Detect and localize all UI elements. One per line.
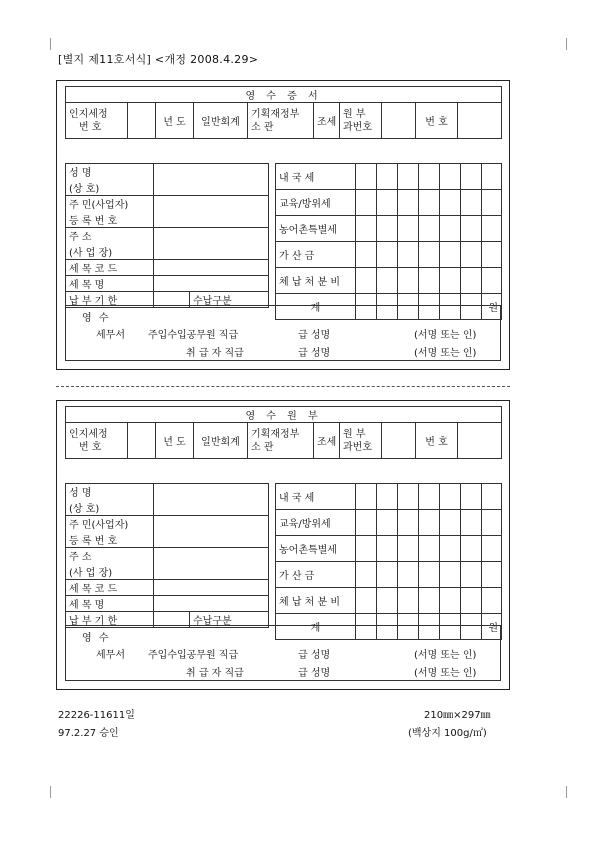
amount-cell[interactable] [482,268,502,294]
tax-code-label: 세 목 코 드 [66,580,154,596]
penalty-label: 가 산 금 [276,242,356,268]
origin-value[interactable] [382,423,416,459]
handler-label: 취 급 자 직급 [186,348,244,359]
addr-label: 주 소 [66,548,154,564]
number-value[interactable] [458,103,502,139]
year-label: 년 도 [156,423,194,459]
amount-cell[interactable] [482,190,502,216]
amount-cell[interactable] [461,588,482,614]
amount-cell[interactable] [461,268,482,294]
amount-cell[interactable] [461,484,482,510]
general-account-label: 일반회계 [194,423,248,459]
paper-size: 210㎜×297㎜ [424,710,491,721]
amount-cell[interactable] [398,190,419,216]
collector-label: 주입수입공무원 직급 [148,650,239,661]
addr-label-2: (사 업 장) [66,244,154,260]
amount-cell[interactable] [398,268,419,294]
top-info-table [65,86,502,139]
amount-cell[interactable] [440,242,461,268]
stamp-tax-value[interactable] [128,103,156,139]
receipt-box [65,305,501,361]
amount-cell[interactable] [440,164,461,190]
total-label: 계 [276,614,356,640]
amount-cell[interactable] [398,562,419,588]
addr-value[interactable] [154,548,269,580]
number-label: 번 호 [416,103,458,139]
amount-cell[interactable] [440,588,461,614]
name-label-2: (상 호) [66,180,154,196]
stamp-tax-label: 인지세정 번 호 [66,103,128,139]
amount-cell[interactable] [377,164,398,190]
form-card-2 [56,400,510,690]
total-label: 계 [276,294,356,320]
amount-cell[interactable] [440,536,461,562]
id-label: 주 민(사업자) [66,516,154,532]
amount-cell[interactable] [356,484,377,510]
amount-cell[interactable] [377,190,398,216]
paper-type: (백상지 100g/㎡) [408,728,487,739]
name-value[interactable] [154,164,269,196]
amount-cell[interactable] [440,190,461,216]
form-code: 22226-11611일 [58,710,135,721]
due-label: 납 부 기 한 [66,292,154,308]
collector-label: 주입수입공무원 직급 [148,330,239,341]
handler-sign-label: 급 성명 [298,348,331,359]
collector-sign-mark: (서명 또는 인) [414,650,477,661]
amount-cell[interactable] [356,268,377,294]
pay-type-label: 수납구분 [190,612,269,628]
amount-cell[interactable] [356,562,377,588]
won-label: 원 [482,614,502,640]
amount-cell[interactable] [482,562,502,588]
office-label: 세무서 [96,650,125,661]
amount-cell[interactable] [398,164,419,190]
amount-cell[interactable] [461,536,482,562]
amount-cell[interactable] [461,190,482,216]
amount-cell[interactable] [377,242,398,268]
tax-code-value[interactable] [154,260,269,276]
amount-cell[interactable] [419,242,440,268]
handler-label: 취 급 자 직급 [186,668,244,679]
amount-cell[interactable] [356,190,377,216]
tax-item-value[interactable] [154,276,269,292]
stamp-tax-label: 인지세정 번 호 [66,423,128,459]
origin-label: 원 부 과번호 [340,423,382,459]
fin-dept-label: 기획재정부 소 관 [248,103,314,139]
addr-value[interactable] [154,228,269,260]
pay-type-label: 수납구분 [190,292,269,308]
amount-cell[interactable] [482,588,502,614]
arrears-label: 체 납 처 분 비 [276,588,356,614]
education-label: 교육/방위세 [276,510,356,536]
number-value[interactable] [458,423,502,459]
tax-label: 조세 [314,103,340,139]
collector-sign-label: 급 성명 [298,650,331,661]
amount-cell[interactable] [377,536,398,562]
rural-label: 농어촌특별세 [276,216,356,242]
tax-item-label: 세 목 명 [66,596,154,612]
form-card-1 [56,80,510,370]
amount-cell[interactable] [419,588,440,614]
fin-dept-label: 기획재정부 소 관 [248,423,314,459]
amount-cell[interactable] [398,216,419,242]
cut-line [56,386,510,387]
amount-cell[interactable] [356,510,377,536]
amount-cell[interactable] [377,510,398,536]
form-title: 영 수 증 서 [66,87,502,103]
amount-cell[interactable] [482,164,502,190]
receipt-label: 영 수 [82,313,111,324]
amount-cell[interactable] [356,164,377,190]
form-header: [별지 제11호서식] <개정 2008.4.29> [58,53,259,66]
amount-cell[interactable] [398,510,419,536]
amount-cell[interactable] [440,484,461,510]
amount-cell[interactable] [419,562,440,588]
amount-cell[interactable] [482,484,502,510]
tax-item-value[interactable] [154,596,269,612]
amount-cell[interactable] [377,484,398,510]
year-label: 년 도 [156,103,194,139]
top-info-table [65,406,502,459]
amount-cell[interactable] [482,510,502,536]
penalty-label: 가 산 금 [276,562,356,588]
amount-cell[interactable] [419,510,440,536]
won-label: 원 [482,294,502,320]
amount-table [275,163,502,320]
amount-cell[interactable] [356,242,377,268]
amount-cell[interactable] [461,562,482,588]
amount-cell[interactable] [398,536,419,562]
amount-cell[interactable] [398,242,419,268]
name-label: 성 명 [66,164,154,180]
tax-code-label: 세 목 코 드 [66,260,154,276]
addr-label: 주 소 [66,228,154,244]
due-label: 납 부 기 한 [66,612,154,628]
amount-cell[interactable] [356,216,377,242]
id-label-2: 등 록 번 호 [66,532,154,548]
name-value[interactable] [154,484,269,516]
number-label: 번 호 [416,423,458,459]
amount-cell[interactable] [419,536,440,562]
collector-sign-label: 급 성명 [298,330,331,341]
amount-cell[interactable] [461,216,482,242]
amount-cell[interactable] [398,484,419,510]
amount-cell[interactable] [482,242,502,268]
origin-label: 원 부 과번호 [340,103,382,139]
amount-cell[interactable] [461,164,482,190]
name-label: 성 명 [66,484,154,500]
amount-cell[interactable] [419,484,440,510]
amount-cell[interactable] [440,562,461,588]
addr-label-2: (사 업 장) [66,564,154,580]
amount-cell[interactable] [440,510,461,536]
general-account-label: 일반회계 [194,103,248,139]
domestic-label: 내 국 세 [276,164,356,190]
rural-label: 농어촌특별세 [276,536,356,562]
handler-sign-mark: (서명 또는 인) [414,668,477,679]
tax-item-label: 세 목 명 [66,276,154,292]
taxpayer-table [65,483,269,628]
id-value[interactable] [154,516,269,548]
amount-cell[interactable] [482,536,502,562]
id-label-2: 등 록 번 호 [66,212,154,228]
name-label-2: (상 호) [66,500,154,516]
handler-sign-mark: (서명 또는 인) [414,348,477,359]
amount-cell[interactable] [419,216,440,242]
amount-cell[interactable] [440,268,461,294]
amount-cell[interactable] [419,190,440,216]
amount-cell[interactable] [377,216,398,242]
form-title: 영 수 원 부 [66,407,502,423]
office-label: 세무서 [96,330,125,341]
education-label: 교육/방위세 [276,190,356,216]
id-label: 주 민(사업자) [66,196,154,212]
amount-cell[interactable] [419,164,440,190]
amount-cell[interactable] [377,562,398,588]
amount-table [275,483,502,640]
stamp-tax-value[interactable] [128,423,156,459]
taxpayer-table [65,163,269,308]
amount-cell[interactable] [419,268,440,294]
amount-cell[interactable] [461,242,482,268]
amount-cell[interactable] [356,588,377,614]
amount-cell[interactable] [461,510,482,536]
amount-cell[interactable] [440,216,461,242]
amount-cell[interactable] [377,268,398,294]
amount-cell[interactable] [482,216,502,242]
amount-cell[interactable] [398,588,419,614]
amount-cell[interactable] [377,588,398,614]
handler-sign-label: 급 성명 [298,668,331,679]
tax-code-value[interactable] [154,580,269,596]
amount-cell[interactable] [356,536,377,562]
approval-date: 97.2.27 승인 [58,728,119,739]
arrears-label: 체 납 처 분 비 [276,268,356,294]
origin-value[interactable] [382,103,416,139]
collector-sign-mark: (서명 또는 인) [414,330,477,341]
receipt-label: 영 수 [82,633,111,644]
tax-label: 조세 [314,423,340,459]
receipt-box [65,625,501,681]
domestic-label: 내 국 세 [276,484,356,510]
id-value[interactable] [154,196,269,228]
